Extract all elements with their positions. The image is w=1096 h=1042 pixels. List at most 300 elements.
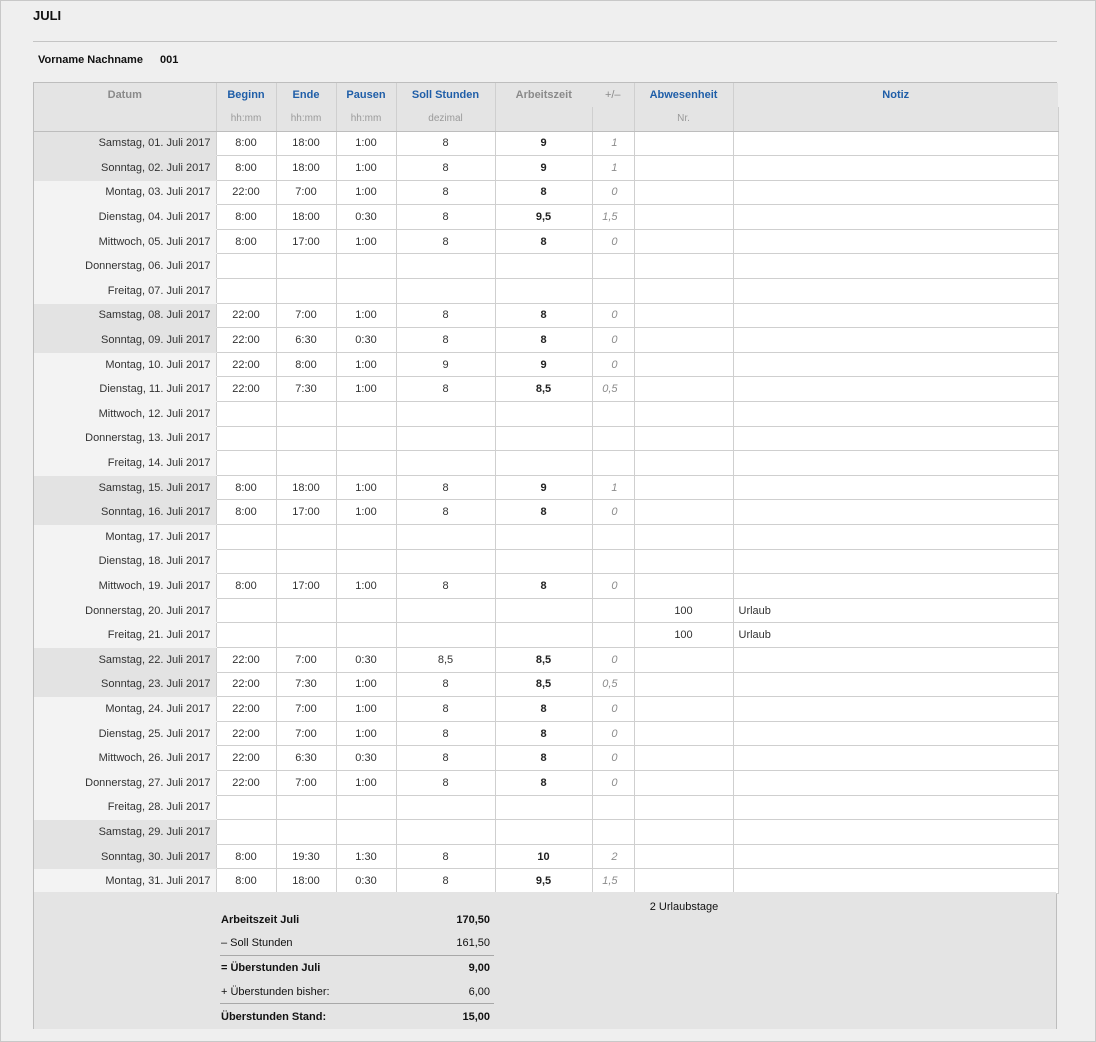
cell-soll (396, 402, 495, 427)
cell-notiz (733, 647, 1058, 672)
cell-arbeitszeit: 9 (495, 352, 592, 377)
cell-plusminus: 0 (592, 574, 634, 599)
cell-pausen: 0:30 (336, 647, 396, 672)
cell-plusminus (592, 598, 634, 623)
cell-plusminus: 0 (592, 180, 634, 205)
col-header-ende: Ende (276, 83, 336, 107)
cell-arbeitszeit: 8 (495, 721, 592, 746)
month-title: JULI (33, 8, 62, 23)
table-row (34, 721, 1058, 746)
cell-abwesenheit (634, 746, 733, 771)
cell-plusminus (592, 795, 634, 820)
cell-ende: 6:30 (276, 328, 336, 353)
cell-soll: 8 (396, 697, 495, 722)
cell-pausen: 1:00 (336, 721, 396, 746)
table-row (34, 820, 1058, 845)
cell-soll: 8 (396, 844, 495, 869)
cell-beginn (216, 426, 276, 451)
cell-notiz (733, 795, 1058, 820)
cell-notiz (733, 229, 1058, 254)
cell-ende: 18:00 (276, 205, 336, 230)
summary-stand-value: 15,00 (462, 1011, 490, 1023)
cell-soll: 8 (396, 869, 495, 894)
cell-plusminus: 0 (592, 770, 634, 795)
cell-abwesenheit (634, 697, 733, 722)
summary-arbeitszeit-label: Arbeitszeit Juli (221, 914, 300, 926)
cell-abwesenheit (634, 229, 733, 254)
cell-abwesenheit (634, 279, 733, 304)
cell-soll (396, 451, 495, 476)
col-header-pausen: Pausen (336, 83, 396, 107)
cell-pausen (336, 451, 396, 476)
urlaubstage-count: 2 Urlaubstage (649, 901, 719, 913)
cell-plusminus (592, 402, 634, 427)
cell-ende (276, 623, 336, 648)
cell-notiz (733, 820, 1058, 845)
summary-stand (220, 1005, 494, 1029)
cell-plusminus (592, 820, 634, 845)
summary-divider-2 (220, 1003, 494, 1004)
cell-ende: 19:30 (276, 844, 336, 869)
cell-soll (396, 623, 495, 648)
subheader-soll: dezimal (396, 107, 495, 131)
cell-arbeitszeit: 9 (495, 156, 592, 181)
cell-pausen: 1:30 (336, 844, 396, 869)
cell-soll: 8 (396, 377, 495, 402)
cell-datum: Donnerstag, 13. Juli 2017 (34, 426, 216, 451)
cell-notiz (733, 279, 1058, 304)
table-row (34, 574, 1058, 599)
cell-datum: Freitag, 14. Juli 2017 (34, 451, 216, 476)
cell-beginn: 22:00 (216, 647, 276, 672)
col-header-soll: Soll Stunden (396, 83, 495, 107)
cell-plusminus (592, 279, 634, 304)
cell-ende (276, 598, 336, 623)
col-header-arbeitszeit: Arbeitszeit (495, 83, 592, 107)
cell-plusminus (592, 451, 634, 476)
col-header-plusminus: +/– (592, 83, 634, 107)
cell-notiz (733, 500, 1058, 525)
subheader-arbeitszeit (495, 107, 592, 131)
table-row (34, 279, 1058, 304)
cell-notiz (733, 156, 1058, 181)
table-row (34, 377, 1058, 402)
cell-datum: Montag, 03. Juli 2017 (34, 180, 216, 205)
cell-arbeitszeit: 8,5 (495, 377, 592, 402)
cell-pausen (336, 426, 396, 451)
cell-plusminus: 0 (592, 746, 634, 771)
cell-pausen (336, 254, 396, 279)
cell-ende (276, 451, 336, 476)
cell-soll: 8 (396, 672, 495, 697)
cell-plusminus (592, 525, 634, 550)
cell-abwesenheit (634, 156, 733, 181)
table-row (34, 598, 1058, 623)
cell-datum: Mittwoch, 05. Juli 2017 (34, 229, 216, 254)
cell-ende: 7:00 (276, 770, 336, 795)
cell-datum: Freitag, 21. Juli 2017 (34, 623, 216, 648)
cell-abwesenheit (634, 844, 733, 869)
cell-datum: Samstag, 22. Juli 2017 (34, 647, 216, 672)
cell-pausen (336, 598, 396, 623)
cell-beginn: 22:00 (216, 672, 276, 697)
cell-abwesenheit (634, 770, 733, 795)
summary-arbeitszeit-value: 170,50 (456, 914, 490, 926)
cell-notiz (733, 451, 1058, 476)
cell-notiz: Urlaub (733, 598, 1058, 623)
cell-beginn: 22:00 (216, 303, 276, 328)
table-row (34, 746, 1058, 771)
cell-beginn: 8:00 (216, 475, 276, 500)
cell-arbeitszeit (495, 402, 592, 427)
cell-abwesenheit (634, 254, 733, 279)
cell-beginn: 22:00 (216, 697, 276, 722)
cell-notiz (733, 303, 1058, 328)
cell-beginn: 22:00 (216, 377, 276, 402)
cell-soll: 8 (396, 574, 495, 599)
cell-ende: 6:30 (276, 746, 336, 771)
cell-notiz (733, 402, 1058, 427)
cell-datum: Mittwoch, 26. Juli 2017 (34, 746, 216, 771)
table-row (34, 844, 1058, 869)
cell-beginn: 22:00 (216, 721, 276, 746)
cell-datum: Mittwoch, 19. Juli 2017 (34, 574, 216, 599)
cell-soll: 9 (396, 352, 495, 377)
cell-arbeitszeit (495, 598, 592, 623)
timesheet-body (34, 131, 1058, 893)
table-row (34, 180, 1058, 205)
table-row (34, 229, 1058, 254)
cell-pausen: 1:00 (336, 770, 396, 795)
cell-plusminus: 1,5 (592, 869, 634, 894)
cell-beginn: 8:00 (216, 574, 276, 599)
person-name: Vorname Nachname (38, 54, 143, 66)
cell-beginn (216, 254, 276, 279)
cell-abwesenheit (634, 205, 733, 230)
cell-notiz (733, 254, 1058, 279)
cell-beginn (216, 795, 276, 820)
cell-soll: 8 (396, 205, 495, 230)
summary-soll-value: 161,50 (456, 937, 490, 949)
person-info (38, 54, 178, 66)
cell-arbeitszeit (495, 623, 592, 648)
cell-arbeitszeit (495, 426, 592, 451)
cell-arbeitszeit: 8 (495, 328, 592, 353)
cell-ende: 18:00 (276, 475, 336, 500)
table-row (34, 426, 1058, 451)
cell-datum: Samstag, 15. Juli 2017 (34, 475, 216, 500)
cell-beginn: 8:00 (216, 500, 276, 525)
cell-arbeitszeit (495, 820, 592, 845)
cell-plusminus: 1,5 (592, 205, 634, 230)
cell-plusminus: 2 (592, 844, 634, 869)
cell-pausen (336, 820, 396, 845)
subheader-pausen: hh:mm (336, 107, 396, 131)
cell-soll: 8 (396, 500, 495, 525)
col-header-abwesenheit: Abwesenheit (634, 83, 733, 107)
cell-arbeitszeit (495, 525, 592, 550)
cell-soll: 8 (396, 229, 495, 254)
cell-pausen: 1:00 (336, 574, 396, 599)
cell-beginn: 22:00 (216, 746, 276, 771)
table-row (34, 500, 1058, 525)
cell-pausen: 1:00 (336, 156, 396, 181)
cell-ende (276, 426, 336, 451)
cell-soll (396, 426, 495, 451)
cell-soll: 8 (396, 180, 495, 205)
cell-soll (396, 279, 495, 304)
cell-pausen (336, 795, 396, 820)
cell-arbeitszeit: 8,5 (495, 647, 592, 672)
cell-abwesenheit (634, 549, 733, 574)
cell-plusminus: 0 (592, 229, 634, 254)
cell-abwesenheit (634, 721, 733, 746)
cell-ende (276, 795, 336, 820)
summary-arbeitszeit (220, 908, 494, 932)
col-header-datum: Datum (34, 83, 216, 107)
subheader-beginn: hh:mm (216, 107, 276, 131)
cell-beginn: 8:00 (216, 229, 276, 254)
summary-bisher (220, 980, 494, 1004)
table-row (34, 672, 1058, 697)
cell-notiz (733, 205, 1058, 230)
cell-plusminus: 1 (592, 475, 634, 500)
cell-notiz (733, 844, 1058, 869)
cell-soll: 8 (396, 770, 495, 795)
cell-abwesenheit (634, 402, 733, 427)
col-header-beginn: Beginn (216, 83, 276, 107)
cell-beginn (216, 549, 276, 574)
cell-soll: 8,5 (396, 647, 495, 672)
cell-datum: Sonntag, 02. Juli 2017 (34, 156, 216, 181)
summary-panel (34, 892, 1056, 1029)
table-row (34, 205, 1058, 230)
cell-plusminus (592, 623, 634, 648)
cell-ende: 7:00 (276, 721, 336, 746)
cell-pausen: 1:00 (336, 697, 396, 722)
cell-soll: 8 (396, 303, 495, 328)
cell-abwesenheit (634, 647, 733, 672)
cell-abwesenheit (634, 820, 733, 845)
cell-abwesenheit (634, 328, 733, 353)
cell-abwesenheit (634, 475, 733, 500)
cell-beginn: 22:00 (216, 770, 276, 795)
summary-ueberstunden-value: 9,00 (468, 962, 490, 974)
cell-datum: Dienstag, 11. Juli 2017 (34, 377, 216, 402)
cell-notiz (733, 377, 1058, 402)
cell-plusminus: 0 (592, 500, 634, 525)
cell-notiz (733, 549, 1058, 574)
cell-notiz (733, 869, 1058, 894)
cell-ende (276, 549, 336, 574)
cell-arbeitszeit: 8 (495, 574, 592, 599)
cell-datum: Sonntag, 09. Juli 2017 (34, 328, 216, 353)
cell-soll (396, 795, 495, 820)
cell-abwesenheit (634, 352, 733, 377)
cell-datum: Mittwoch, 12. Juli 2017 (34, 402, 216, 427)
timesheet-table (34, 83, 1059, 894)
cell-pausen (336, 623, 396, 648)
cell-ende: 7:00 (276, 697, 336, 722)
cell-ende (276, 254, 336, 279)
cell-pausen: 0:30 (336, 869, 396, 894)
cell-arbeitszeit: 9 (495, 131, 592, 156)
cell-beginn: 8:00 (216, 844, 276, 869)
cell-notiz (733, 352, 1058, 377)
summary-stand-label: Überstunden Stand: (221, 1011, 327, 1023)
cell-pausen: 1:00 (336, 500, 396, 525)
table-row (34, 647, 1058, 672)
cell-arbeitszeit (495, 279, 592, 304)
cell-soll (396, 525, 495, 550)
subheader-plusminus (592, 107, 634, 131)
table-row (34, 475, 1058, 500)
cell-soll: 8 (396, 131, 495, 156)
cell-soll (396, 254, 495, 279)
summary-ueberstunden-label: = Überstunden Juli (221, 962, 321, 974)
summary-bisher-label: + Überstunden bisher: (221, 986, 330, 998)
cell-abwesenheit (634, 795, 733, 820)
cell-datum: Montag, 10. Juli 2017 (34, 352, 216, 377)
table-row (34, 770, 1058, 795)
cell-soll: 8 (396, 475, 495, 500)
cell-ende: 17:00 (276, 229, 336, 254)
cell-datum: Donnerstag, 27. Juli 2017 (34, 770, 216, 795)
cell-notiz: Urlaub (733, 623, 1058, 648)
table-row (34, 869, 1058, 894)
cell-plusminus (592, 549, 634, 574)
cell-abwesenheit (634, 672, 733, 697)
cell-notiz (733, 721, 1058, 746)
cell-ende: 7:30 (276, 377, 336, 402)
subheader-abwesenheit: Nr. (634, 107, 733, 131)
cell-abwesenheit (634, 131, 733, 156)
cell-plusminus (592, 426, 634, 451)
cell-datum: Dienstag, 04. Juli 2017 (34, 205, 216, 230)
cell-beginn (216, 451, 276, 476)
cell-pausen: 1:00 (336, 475, 396, 500)
table-row (34, 328, 1058, 353)
cell-soll (396, 598, 495, 623)
cell-pausen (336, 402, 396, 427)
cell-pausen (336, 279, 396, 304)
cell-notiz (733, 180, 1058, 205)
cell-pausen: 1:00 (336, 352, 396, 377)
cell-soll: 8 (396, 746, 495, 771)
cell-ende: 18:00 (276, 869, 336, 894)
summary-soll-label: – Soll Stunden (221, 937, 293, 949)
cell-pausen: 1:00 (336, 131, 396, 156)
cell-ende: 7:30 (276, 672, 336, 697)
cell-beginn: 8:00 (216, 156, 276, 181)
cell-abwesenheit (634, 377, 733, 402)
cell-pausen: 1:00 (336, 672, 396, 697)
cell-ende (276, 525, 336, 550)
cell-pausen: 1:00 (336, 377, 396, 402)
cell-beginn: 8:00 (216, 205, 276, 230)
cell-datum: Samstag, 01. Juli 2017 (34, 131, 216, 156)
table-row (34, 402, 1058, 427)
cell-arbeitszeit: 10 (495, 844, 592, 869)
cell-abwesenheit (634, 451, 733, 476)
cell-datum: Freitag, 07. Juli 2017 (34, 279, 216, 304)
person-id: 001 (160, 54, 179, 66)
cell-pausen: 0:30 (336, 746, 396, 771)
cell-plusminus: 1 (592, 156, 634, 181)
cell-datum: Donnerstag, 20. Juli 2017 (34, 598, 216, 623)
cell-arbeitszeit (495, 795, 592, 820)
cell-pausen: 1:00 (336, 303, 396, 328)
cell-abwesenheit (634, 303, 733, 328)
cell-abwesenheit (634, 426, 733, 451)
cell-plusminus: 0 (592, 721, 634, 746)
summary-ueberstunden (220, 956, 494, 980)
cell-ende: 7:00 (276, 647, 336, 672)
cell-soll (396, 549, 495, 574)
cell-notiz (733, 525, 1058, 550)
cell-arbeitszeit: 8 (495, 229, 592, 254)
cell-arbeitszeit: 9,5 (495, 205, 592, 230)
cell-plusminus: 1 (592, 131, 634, 156)
cell-arbeitszeit: 9,5 (495, 869, 592, 894)
table-row (34, 131, 1058, 156)
cell-notiz (733, 574, 1058, 599)
table-row (34, 549, 1058, 574)
cell-datum: Samstag, 08. Juli 2017 (34, 303, 216, 328)
cell-soll (396, 820, 495, 845)
cell-abwesenheit: 100 (634, 598, 733, 623)
cell-datum: Donnerstag, 06. Juli 2017 (34, 254, 216, 279)
cell-beginn (216, 279, 276, 304)
cell-notiz (733, 426, 1058, 451)
cell-beginn (216, 598, 276, 623)
table-row (34, 525, 1058, 550)
cell-ende (276, 279, 336, 304)
cell-ende: 7:00 (276, 303, 336, 328)
cell-notiz (733, 746, 1058, 771)
cell-pausen: 1:00 (336, 229, 396, 254)
subheader-ende: hh:mm (276, 107, 336, 131)
cell-arbeitszeit: 8 (495, 303, 592, 328)
cell-beginn (216, 820, 276, 845)
cell-notiz (733, 770, 1058, 795)
subheader-notiz (733, 107, 1058, 131)
cell-arbeitszeit (495, 254, 592, 279)
table-row (34, 623, 1058, 648)
cell-datum: Montag, 31. Juli 2017 (34, 869, 216, 894)
cell-beginn: 22:00 (216, 352, 276, 377)
cell-beginn: 22:00 (216, 180, 276, 205)
cell-pausen: 0:30 (336, 205, 396, 230)
cell-plusminus: 0,5 (592, 672, 634, 697)
cell-abwesenheit (634, 574, 733, 599)
cell-ende: 7:00 (276, 180, 336, 205)
cell-soll: 8 (396, 156, 495, 181)
table-row (34, 451, 1058, 476)
cell-plusminus: 0 (592, 647, 634, 672)
cell-datum: Sonntag, 16. Juli 2017 (34, 500, 216, 525)
title-divider (33, 41, 1057, 42)
cell-datum: Dienstag, 25. Juli 2017 (34, 721, 216, 746)
table-row (34, 352, 1058, 377)
cell-pausen (336, 525, 396, 550)
cell-abwesenheit: 100 (634, 623, 733, 648)
cell-pausen (336, 549, 396, 574)
summary-bisher-value: 6,00 (468, 986, 490, 998)
summary-soll (220, 931, 494, 955)
cell-arbeitszeit: 8 (495, 746, 592, 771)
cell-arbeitszeit: 8 (495, 500, 592, 525)
